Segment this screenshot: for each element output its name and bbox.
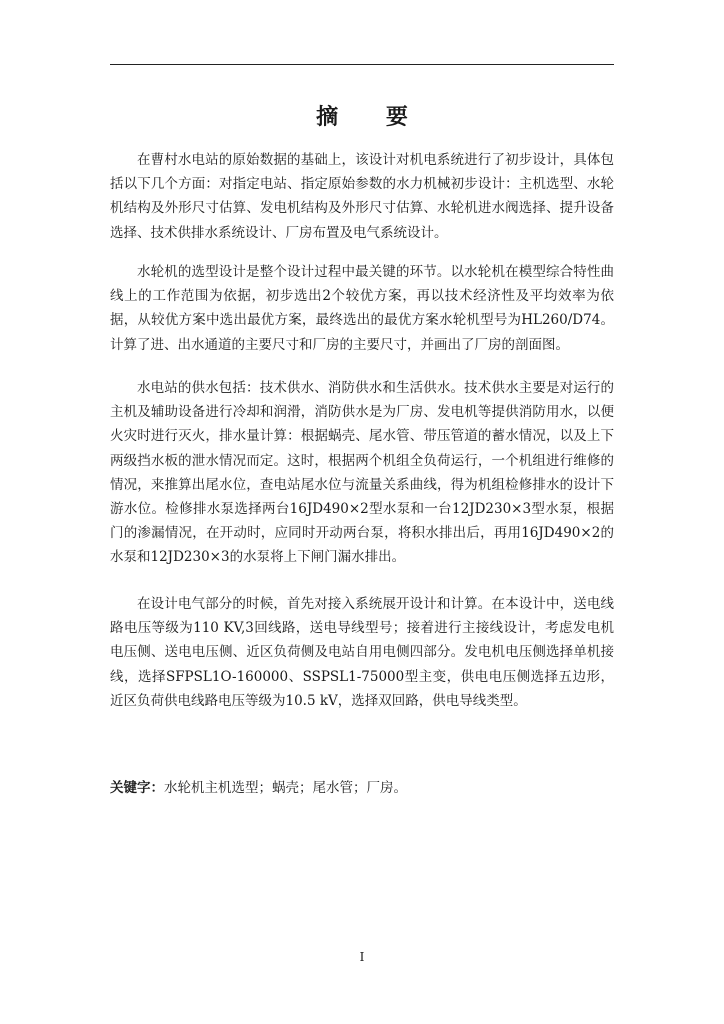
page-number: I [359,950,365,964]
page-title: 摘 要 [316,105,428,130]
header-rule [110,64,614,65]
keywords-line [110,776,614,800]
abstract-paragraph-3: 水电站的供水包括：技术供水、消防供水和生活供水。技术供水主要是对运行的主机及辅助设备进行冷却和润滑，消防供水是为厂房、发电机等提供消防用水，以便火灾时进行灭火，排水量计算：根据蜗壳、尾水管、带压管道的蓄水情况，以及上下两级挡水板的泄水情况而定。这时，根据两个机组全负荷运行，一个机组进行维修的情况，来推算出尾水位，查电站尾水位与流量关系曲线，得为机组检修排水的设计下游水位。检修排水泵选择两台16JD490×2型水泵和一台12JD230×3型水泵，根据门的渗漏情况，在开动时，应同时开动两台泵，将积水排出后，再用16JD490×2的水泵和12JD230×3的水泵将上下闸门漏水排出。 [110,380,614,566]
abstract-paragraph-2: 水轮机的选型设计是整个设计过程中最关键的环节。以水轮机在模型综合特性曲线上的工作范围为依据，初步选出2个较优方案，再以技术经济性及平均效率为依据，从较优方案中选出最优方案，最终选出的最优方案水轮机型号为HL260/D74。计算了进、出水通道的主要尺寸和厂房的主要尺寸，并画出了厂房的剖面图。 [110,264,614,353]
keywords-label: 关键字： [110,780,164,796]
abstract-paragraph-4: 在设计电气部分的时候，首先对接入系统展开设计和计算。在本设计中，送电线路电压等级为110 KV,3回线路，送电导线型号；接着进行主接线设计，考虑发电机电压侧、送电电压侧、近区负荷侧及电站自用电侧四部分。发电机电压侧选择单机接线，选择SFPSL1O-160000、SSPSL1-75000型主变，供电电压侧选择五边形，近区负荷供电线路电压等级为10.5 kV，选择双回路，供电导线类型。 [110,596,614,709]
keywords-text: 水轮机主机选型；蜗壳；尾水管；厂房。 [164,780,407,796]
abstract-paragraph-1: 在曹村水电站的原始数据的基础上，该设计对机电系统进行了初步设计，具体包括以下几个方面：对指定电站、指定原始参数的水力机械初步设计：主机选型、水轮机结构及外形尺寸估算、发电机结构及外形尺寸估算、水轮机进水阀选择、提升设备选择、技术供排水系统设计、厂房布置及电气系统设计。 [110,152,614,241]
